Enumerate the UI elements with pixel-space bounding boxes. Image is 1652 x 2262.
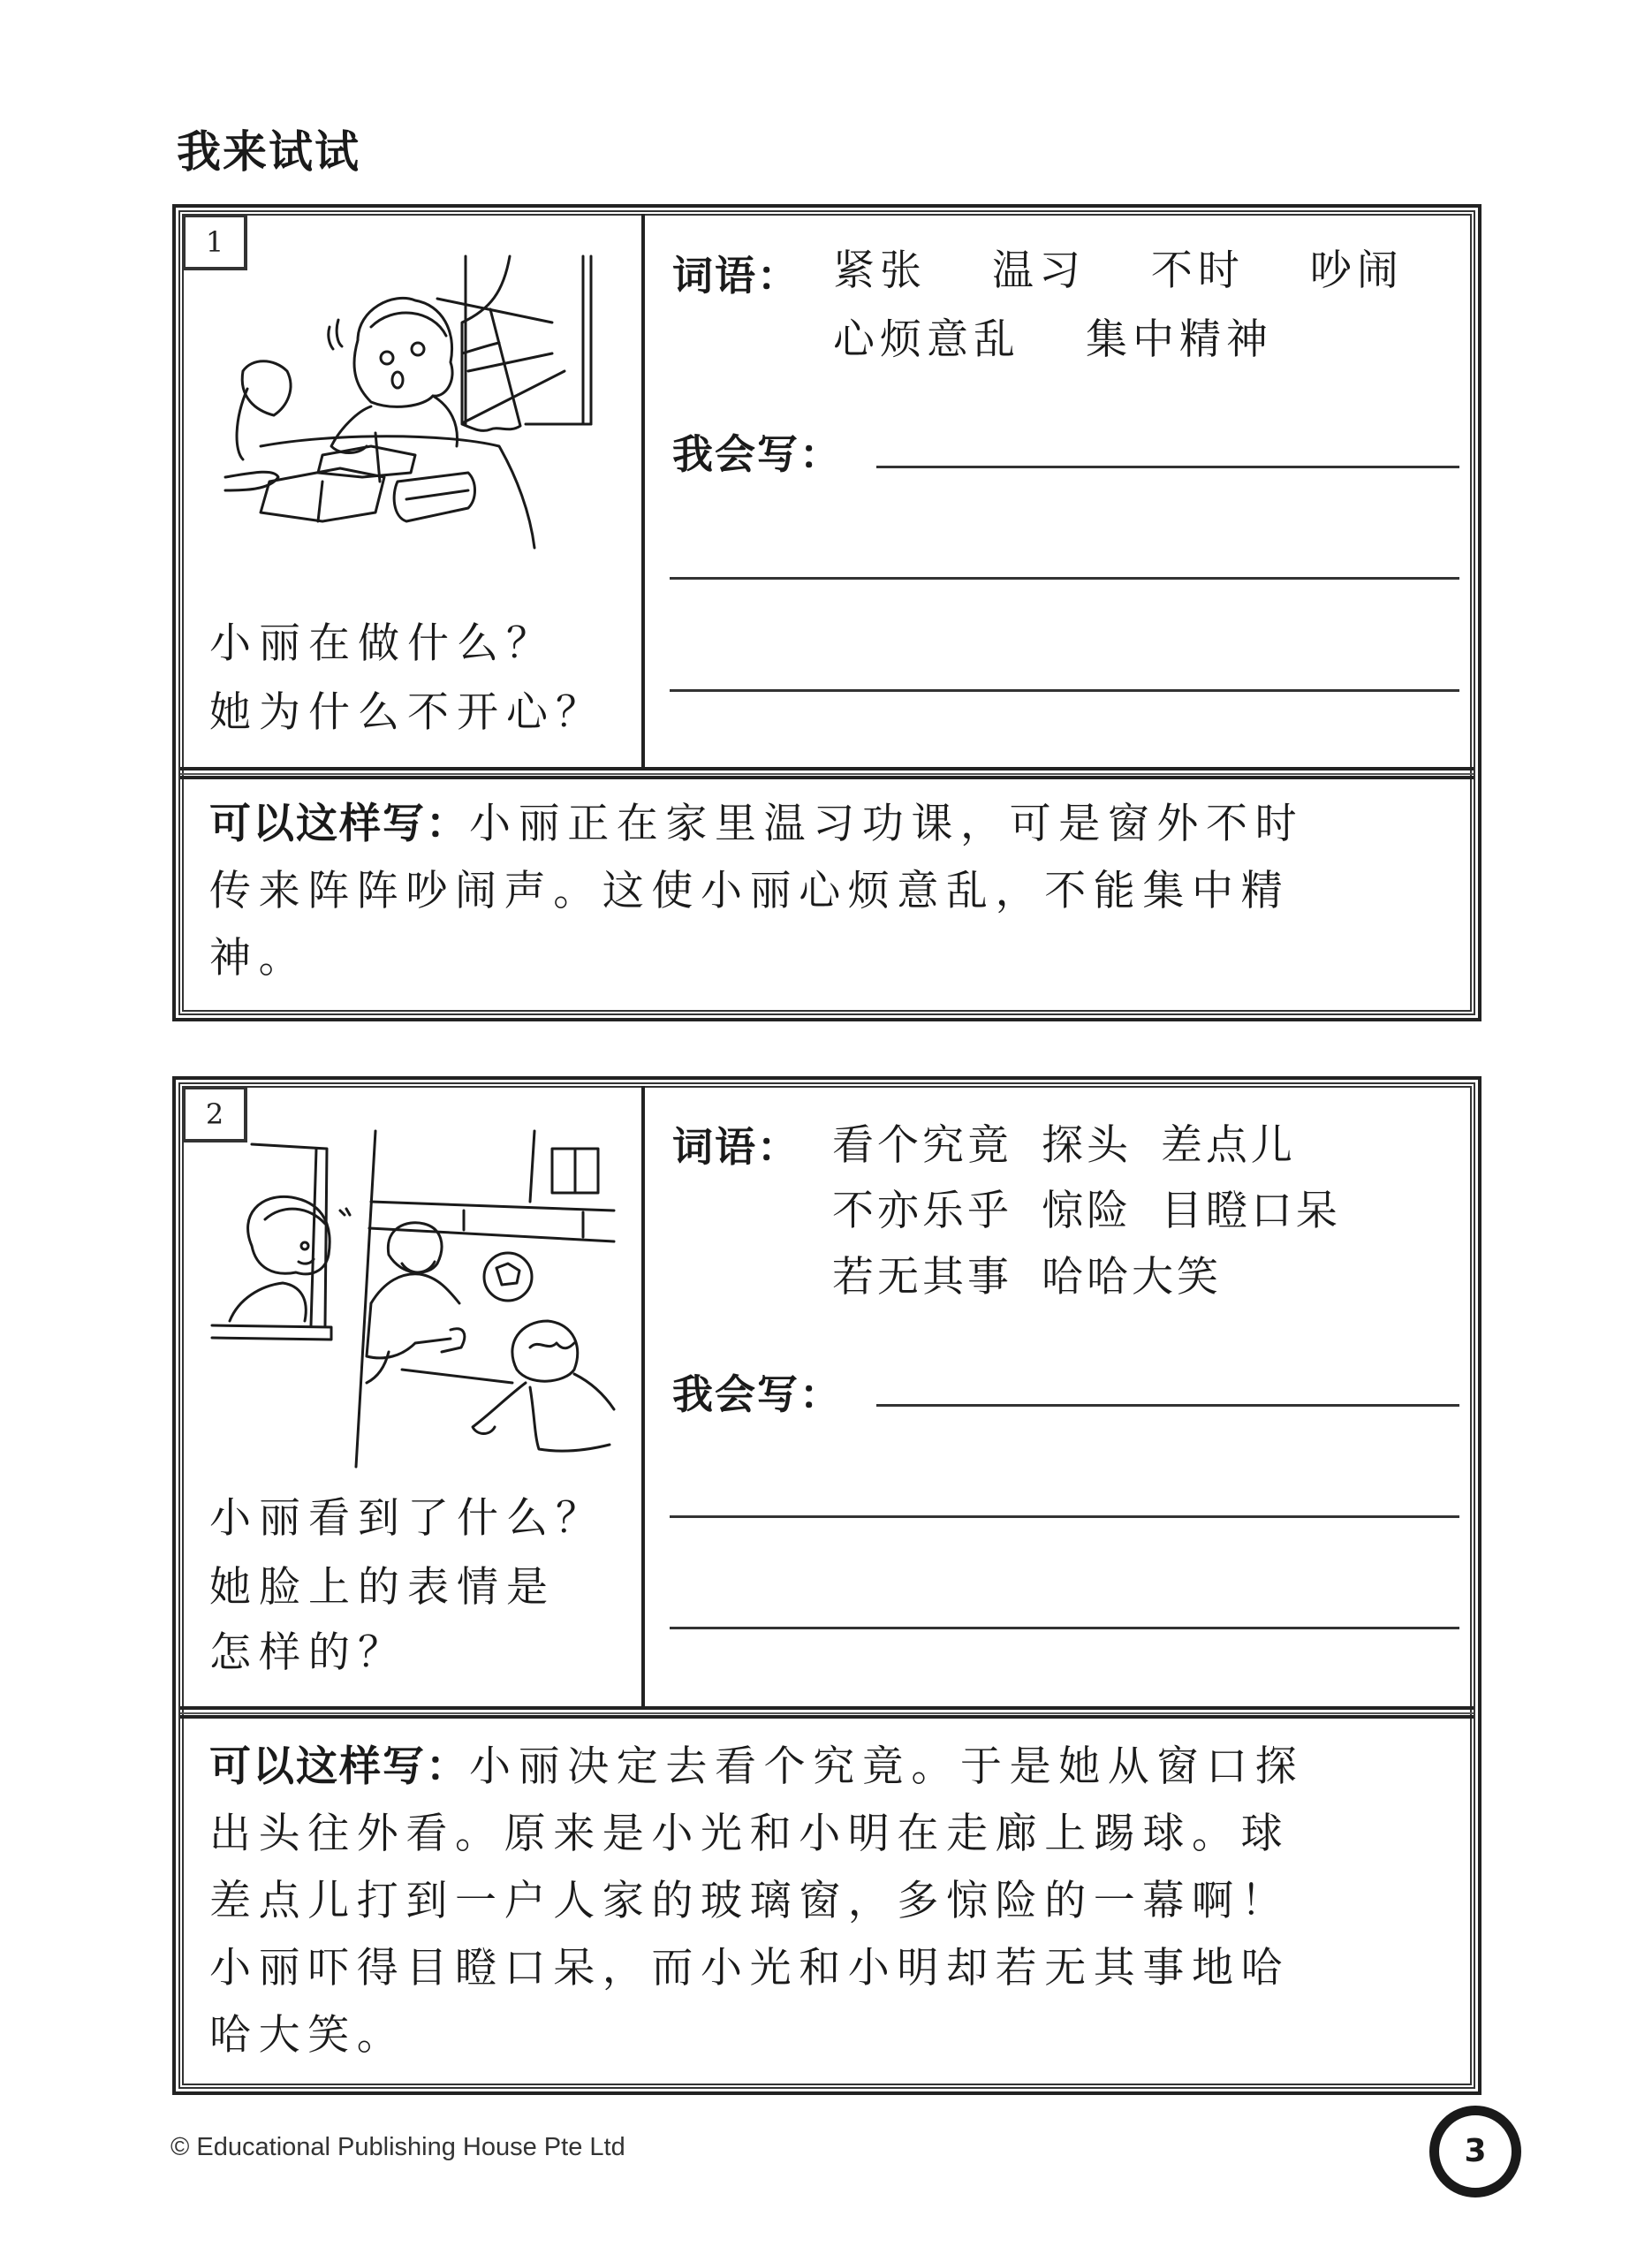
sample-line: 小丽吓得目瞪口呆，而小光和小明却若无其事地哈 [209,1944,1291,1993]
exercise-2-question-2: 她脸上的表情是 [209,1563,556,1612]
exercise-2-sample-answer [209,1734,1464,2069]
copyright-footer: © Educational Publishing House Pte Ltd [171,2133,625,2161]
exercise-1-answer-line-2[interactable] [670,577,1459,580]
girl-studying-at-desk-icon [225,256,605,574]
exercise-2-vocab-row-3: 若无其事 哈哈大笑 [832,1253,1222,1302]
page-number-badge: 3 [1429,2106,1521,2197]
exercise-2-answer-line-2[interactable] [670,1515,1459,1518]
exercise-2-number-badge: 2 [184,1088,247,1142]
exercise-1-question-1: 小丽在做什么？ [209,619,556,668]
exercise-2-answer-line-3[interactable] [670,1627,1459,1629]
sample-line: 差点儿打到一户人家的玻璃窗，多惊险的一幕啊！ [209,1877,1291,1925]
exercise-1-answer-line-1[interactable] [876,466,1459,468]
exercise-2-vocab-label: 词语： [672,1123,799,1171]
girl-at-window-boys-playing-ball-icon [212,1131,614,1467]
exercise-1-question-2: 她为什么不开心？ [209,688,605,737]
sample-line: 哈大笑。 [209,2011,406,2060]
section-title: 我来试试 [177,126,360,178]
sample-line: 可以这样写：小丽正在家里温习功课，可是窗外不时 [209,800,1305,848]
exercise-2-answer-line-1[interactable] [876,1404,1459,1407]
exercise-1-vocab-row-2: 心烦意乱 集中精神 [833,315,1273,364]
exercise-2-question-1: 小丽看到了什么？ [209,1494,605,1543]
exercise-2-separator [180,1706,1474,1719]
exercise-1-write-label: 我会写： [672,430,842,478]
exercise-1-number-badge: 1 [184,216,247,270]
exercise-1-separator [180,767,1474,779]
exercise-2-vocab-row-2: 不亦乐乎 惊险 目瞪口呆 [832,1187,1341,1235]
exercise-2-question-3: 怎样的？ [209,1628,407,1677]
exercise-1-answer-line-3[interactable] [670,689,1459,692]
exercise-1-divider [641,214,645,768]
sample-line: 神。 [209,934,308,983]
sample-line: 传来阵阵吵闹声。这使小丽心烦意乱，不能集中精 [209,867,1291,915]
exercise-2-write-label: 我会写： [672,1370,842,1418]
exercise-2-vocab-row-1: 看个究竟 探头 差点儿 [832,1121,1296,1170]
sample-line: 出头往外看。原来是小光和小明在走廊上踢球。球 [209,1810,1291,1858]
sample-line: 可以这样写：小丽决定去看个究竟。于是她从窗口探 [209,1742,1305,1791]
exercise-2-divider [641,1086,645,1707]
exercise-1-sample-label: 可以这样写： [209,800,469,848]
exercise-1-vocab-label: 词语： [672,252,799,300]
exercise-2-sample-label: 可以这样写： [209,1742,469,1791]
exercise-1-sample-answer [209,791,1464,992]
exercise-1-vocab-row-1: 紧张 温习 不时 吵闹 [833,247,1404,295]
